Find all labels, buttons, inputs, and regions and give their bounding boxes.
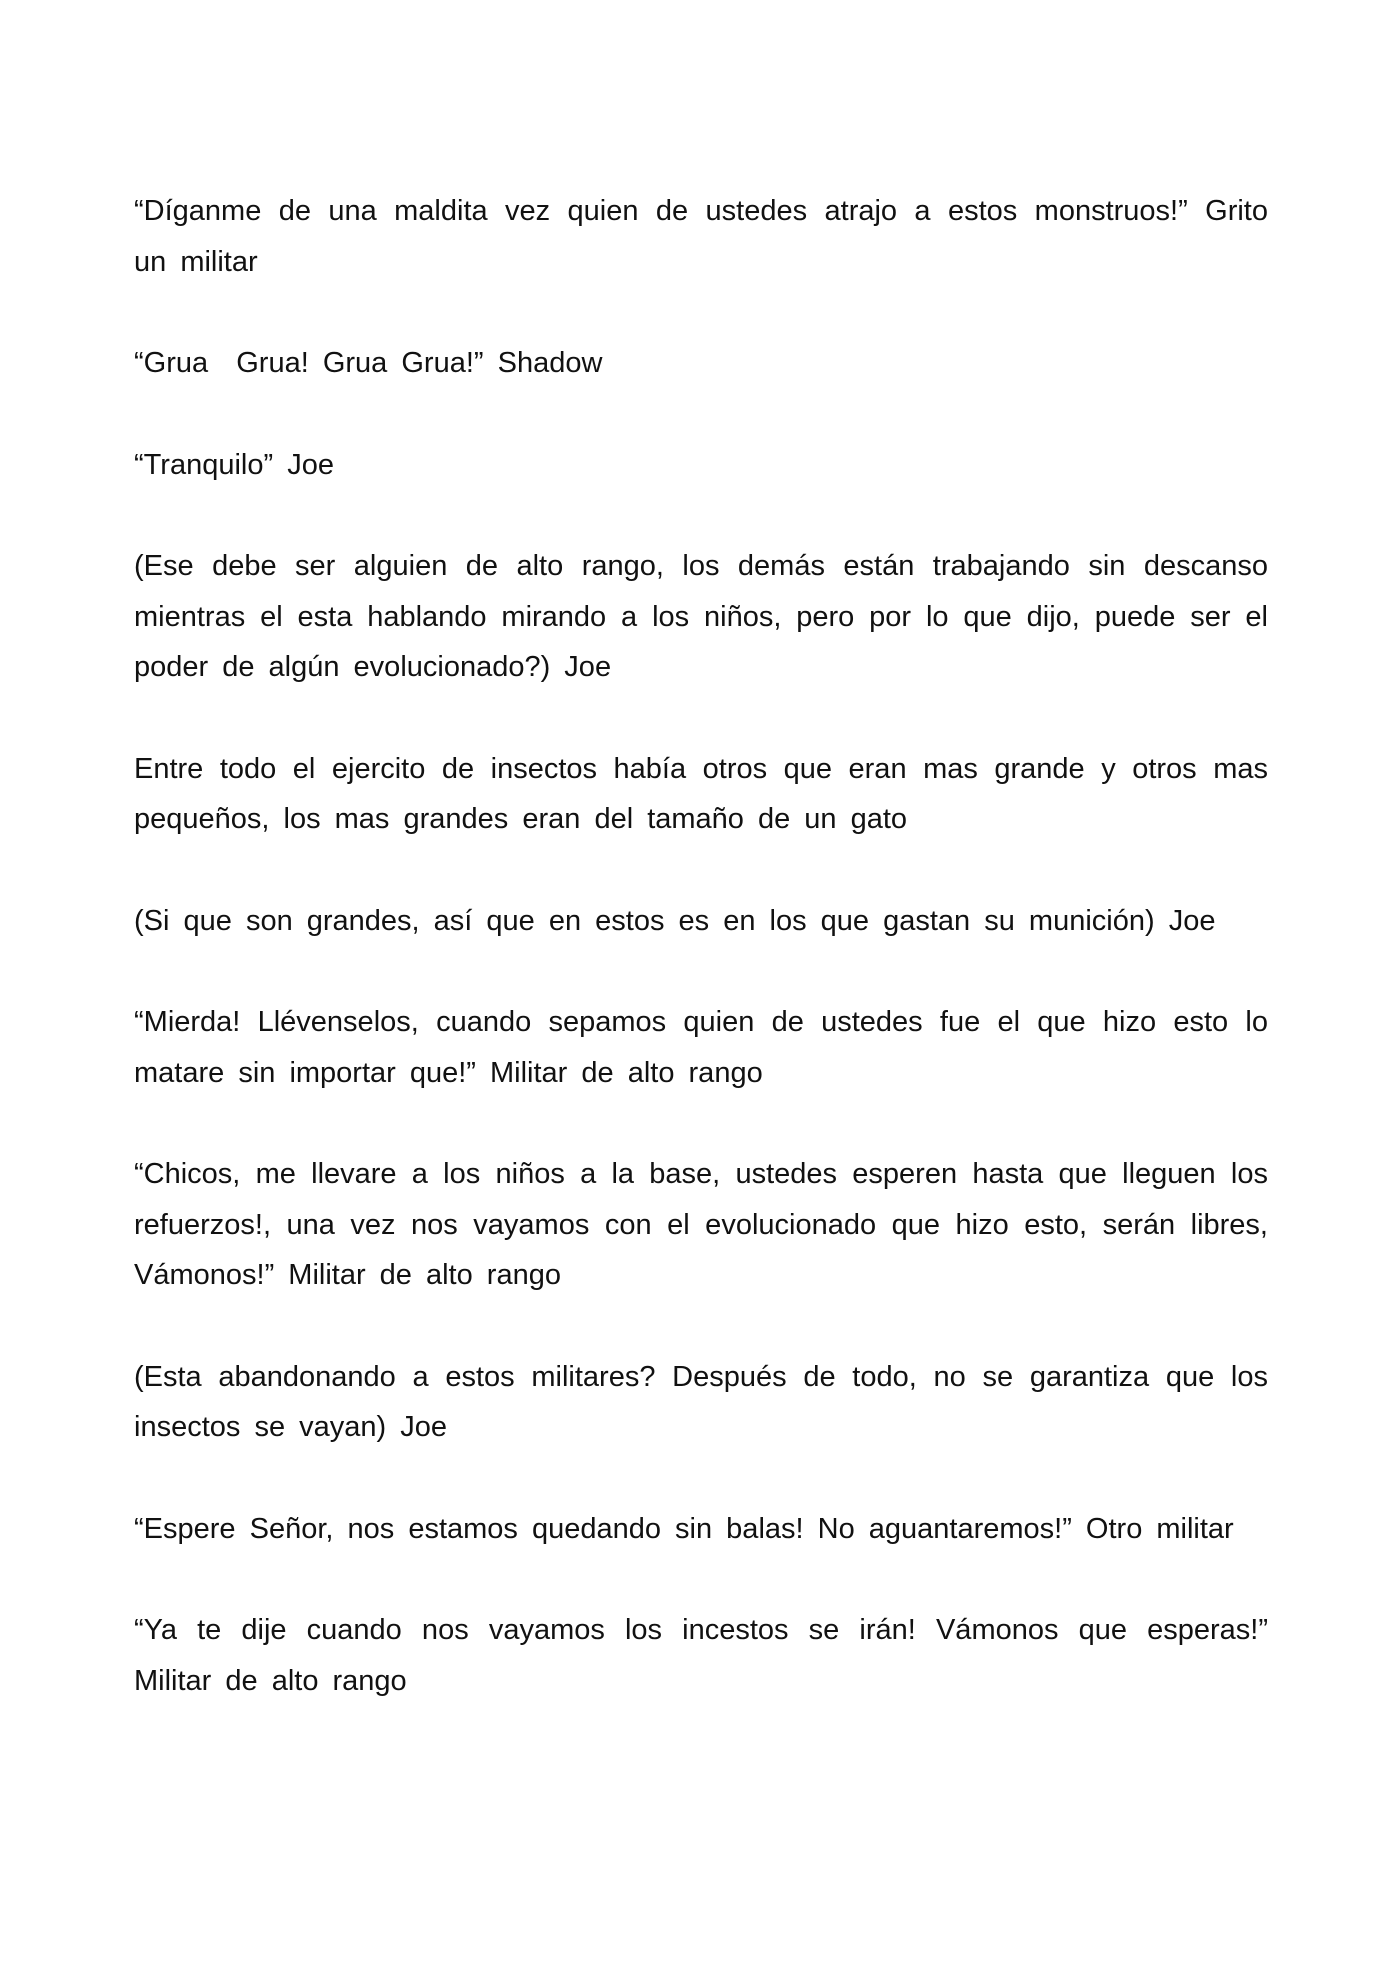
paragraph-10: “Espere Señor, nos estamos quedando sin balas! No aguantaremos!” Otro militar <box>134 1512 1234 1545</box>
paragraph-2: “Grua Grua! Grua Grua!” Shadow <box>134 347 603 379</box>
paragraph-9: (Esta abandonando a estos militares? Después de todo, no se garantiza que los insectos se vayan) Joe <box>134 1360 1268 1443</box>
paragraph-5: Entre todo el ejercito de insectos había otros que eran mas grande y otros mas pequeños, los mas grandes eran del tamaño de un gato <box>134 752 1268 835</box>
paragraph-8: “Chicos, me llevare a los niños a la base, ustedes esperen hasta que lleguen los refuerzos!, una vez nos vayamos con el evolucionado que hizo esto, serán libres, Vámonos!” Militar de alto rango <box>134 1158 1268 1291</box>
paragraph-11: “Ya te dije cuando nos vayamos los incestos se irán! Vámonos que esperas!” Militar de alto rango <box>134 1614 1268 1697</box>
paragraph-3: “Tranquilo” Joe <box>134 448 334 481</box>
paragraph-1: “Díganme de una maldita vez quien de ustedes atrajo a estos monstruos!” Grito un militar <box>134 195 1268 278</box>
paragraph-7: “Mierda! Llévenselos, cuando sepamos quien de ustedes fue el que hizo esto lo matare sin importar que!” Militar de alto rango <box>134 1006 1268 1089</box>
paragraph-4: (Ese debe ser alguien de alto rango, los demás están trabajando sin descanso mientras el esta hablando mirando a los niños, pero por lo que dijo, puede ser el poder de algún evolucionado?) Joe <box>134 550 1268 683</box>
paragraph-6: (Si que son grandes, así que en estos es en los que gastan su munición) Joe <box>134 904 1216 937</box>
document-page <box>134 186 1268 1757</box>
